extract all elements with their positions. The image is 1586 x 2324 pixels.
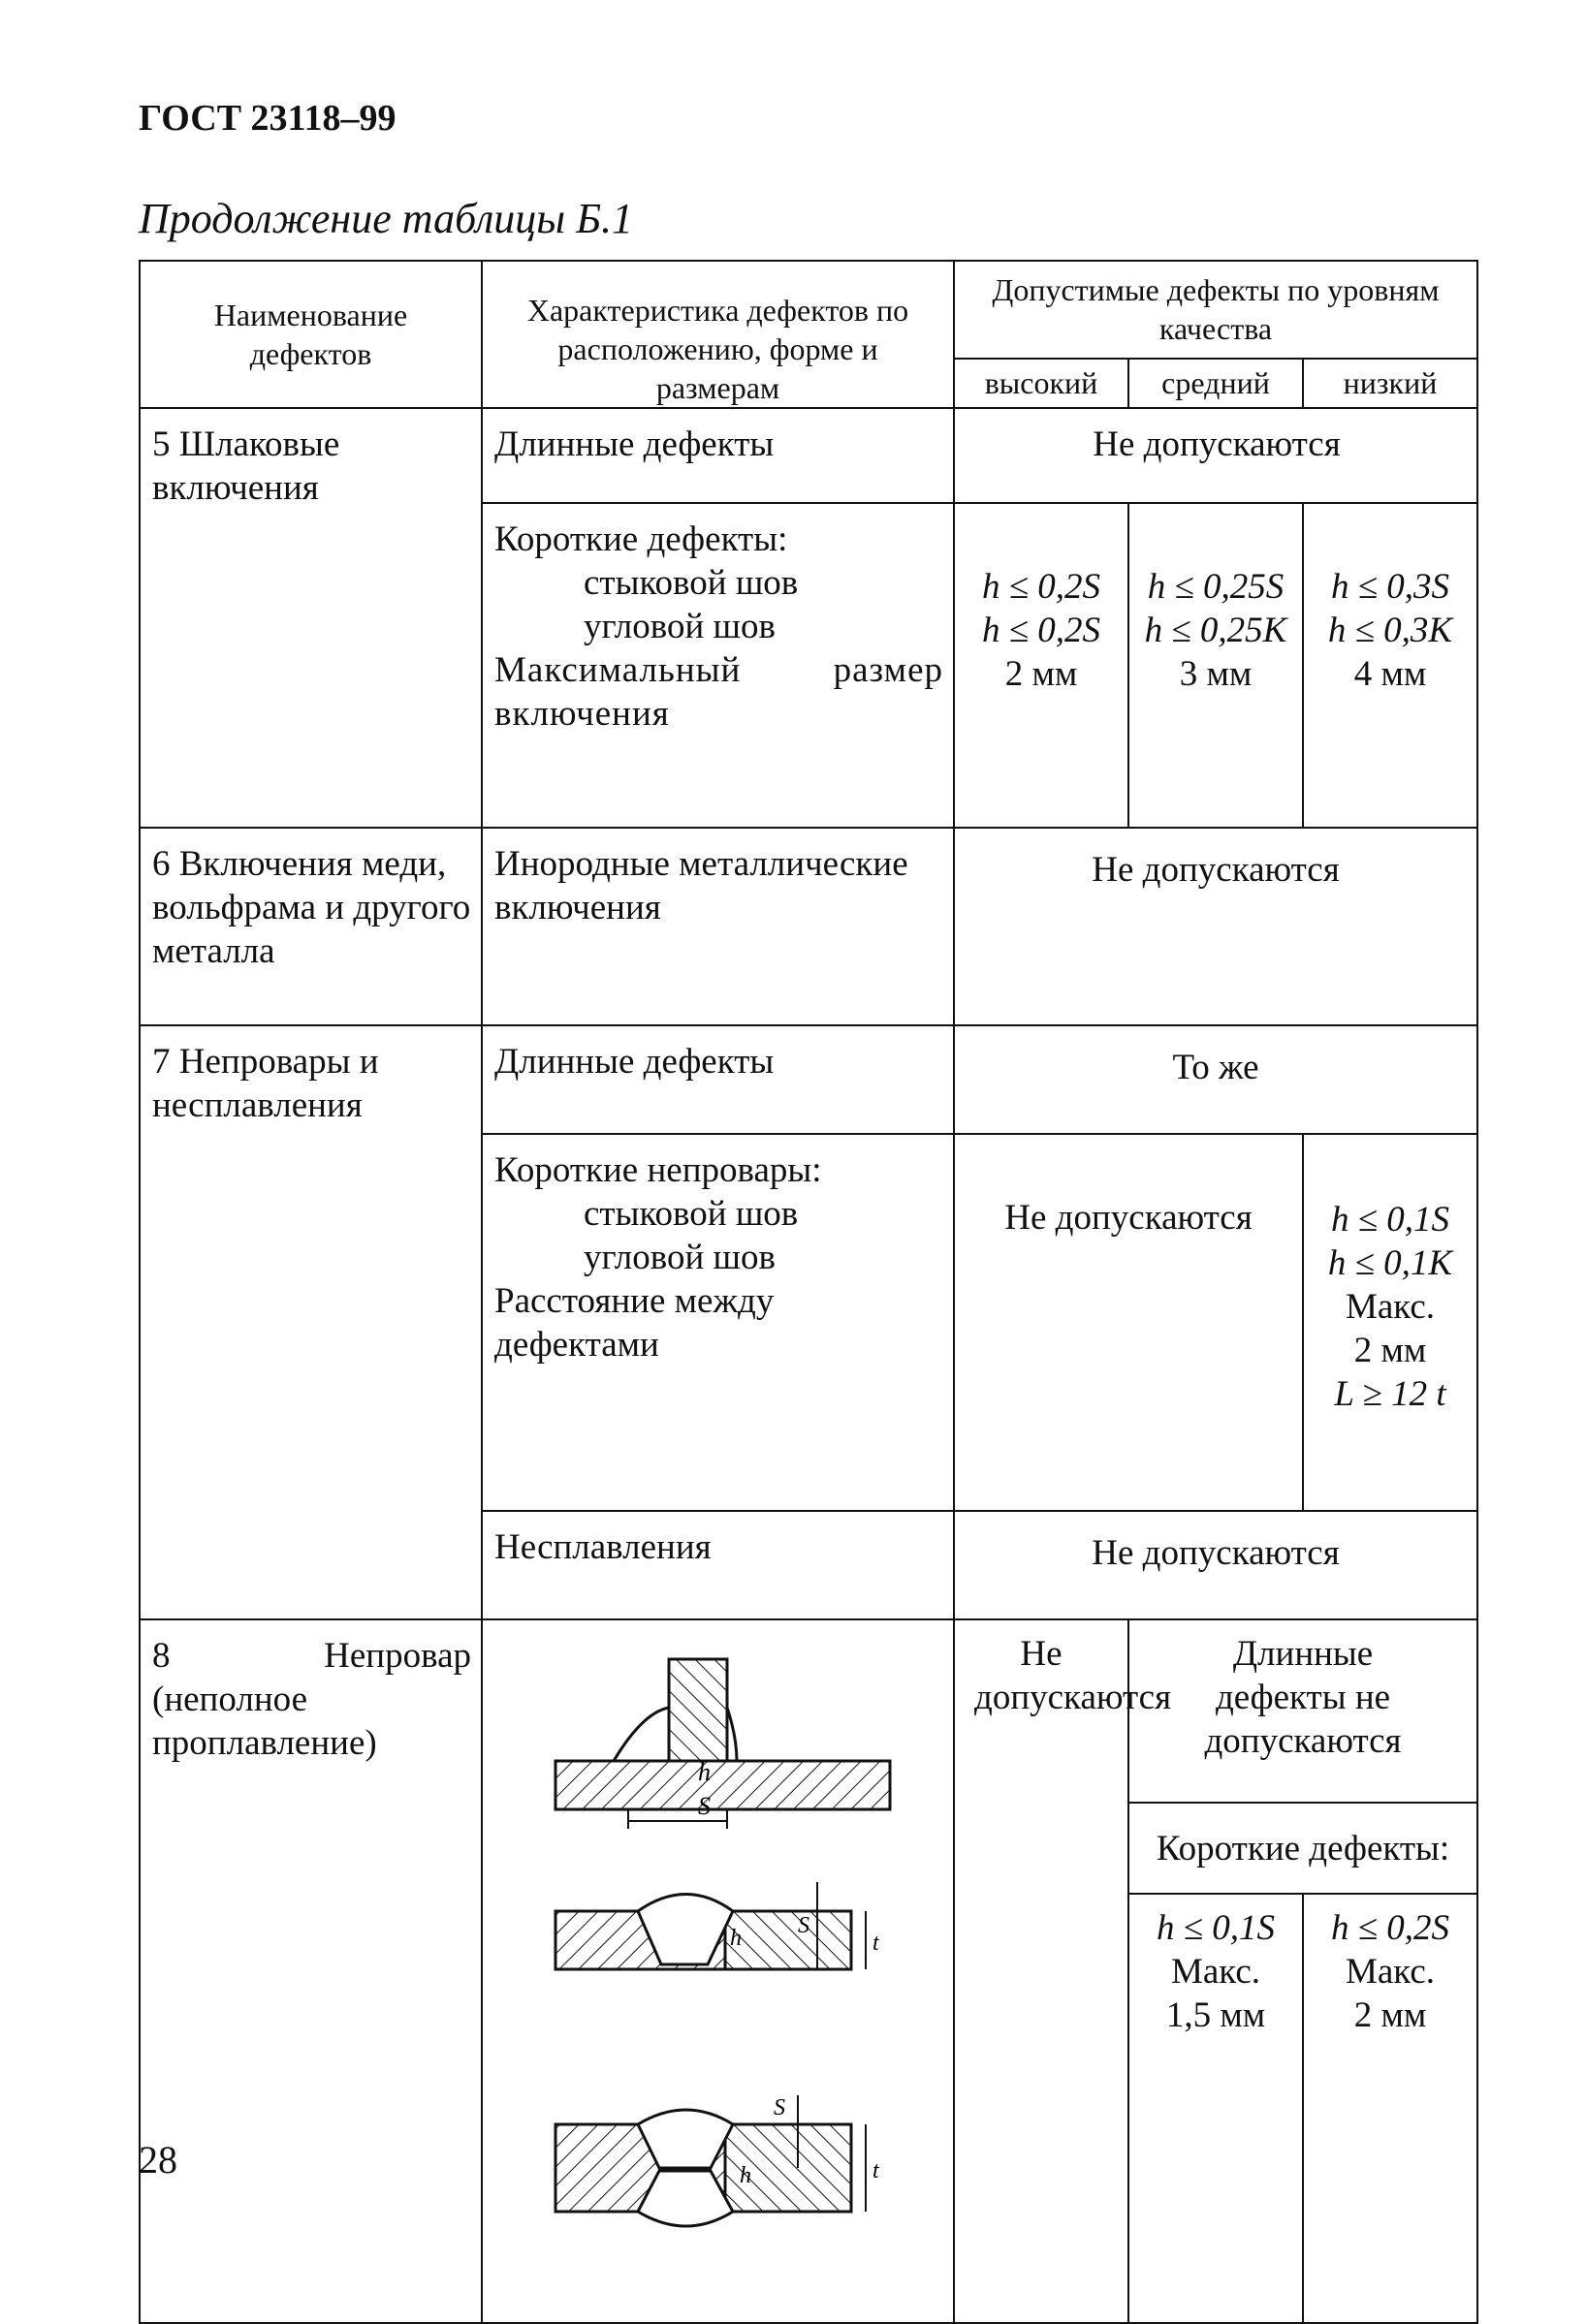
header-level-medium: средний [1128,359,1303,408]
svg-text:t: t [872,1931,879,1956]
row8-short-title: Короткие дефекты: [1128,1803,1477,1894]
table-continuation-title: Продолжение таблицы Б.1 [139,195,634,242]
row8-name: 8 Непровар (неполное проплавление) [140,1619,482,2323]
row6-allowed: Не допускаются [954,828,1477,1025]
page-number: 28 [139,2138,177,2182]
header-defect-name: Наименование дефектов [140,261,482,408]
row6-desc: Инородные металлические включения [482,828,954,1025]
row7-short-dist: Расстояние между дефектами [494,1281,775,1365]
row8-long-medium-low: Длинные дефекты не допускаются [1128,1619,1477,1803]
incomplete-penetration-diagrams [483,1620,952,2293]
header-level-low: низкий [1303,359,1477,408]
butt-joint-double-diagram [555,2095,880,2226]
row5-medium: h ≤ 0,25S h ≤ 0,25K 3 мм [1128,503,1303,828]
row7-short-fillet: угловой шов [584,1238,776,1277]
row8-diagrams [482,1619,954,2323]
row7-short-desc [482,1134,954,1511]
row5-short-title: Короткие дефекты: [494,519,788,559]
svg-text:t: t [872,2158,879,2183]
header-level-high: высокий [954,359,1128,408]
row6-name: 6 Включения меди, вольфрама и другого металла [140,828,482,1025]
row8-high: Не допускаются [954,1619,1128,2323]
row7-fusion-allowed: Не допускаются [954,1511,1477,1619]
row7-short-high-medium: Не допускаются [954,1134,1303,1511]
row5-short-fillet: угловой шов [584,607,776,646]
row5-name: 5 Шлаковые включения [140,408,482,828]
svg-text:S: S [798,1913,809,1938]
svg-text:S: S [774,2095,785,2120]
row7-long-desc: Длинные дефекты [482,1025,954,1134]
row7-long-allowed: То же [954,1025,1477,1134]
row5-low: h ≤ 0,3S h ≤ 0,3K 4 мм [1303,503,1477,828]
row8-medium: h ≤ 0,1S Макс. 1,5 мм [1128,1894,1303,2323]
svg-text:h: h [740,2163,751,2188]
header-characteristics: Характеристика дефектов по расположению, форме и размерам [482,261,954,408]
row5-short-max: Максимальный размер включения [494,650,943,734]
row5-short-desc [482,503,954,828]
diagram1-label-s: S [698,1792,711,1820]
row5-long-desc: Длинные дефекты [482,408,954,503]
defects-table [139,260,1478,2324]
diagram1-label-h: h [698,1758,711,1786]
row8-low: h ≤ 0,2S Макс. 2 мм [1303,1894,1477,2323]
row7-name: 7 Непровары и несплавления [140,1025,482,1619]
row7-fusion-desc: Несплавления [482,1511,954,1619]
row7-short-title: Короткие непровары: [494,1150,822,1190]
row7-short-butt: стыковой шов [584,1194,799,1234]
row5-short-butt: стыковой шов [584,563,799,603]
header-allowed-defects: Допустимые дефекты по уровням качества [954,261,1477,359]
row7-short-low: h ≤ 0,1S h ≤ 0,1K Макс. 2 мм L ≥ 12 t [1303,1134,1477,1511]
t-joint-diagram [555,1659,890,1829]
document-header: ГОСТ 23118–99 [139,98,396,139]
butt-joint-single-diagram [555,1882,880,1969]
svg-text:h: h [730,1926,742,1951]
row5-high: h ≤ 0,2S h ≤ 0,2S 2 мм [954,503,1128,828]
row5-long-allowed: Не допускаются [954,408,1477,503]
